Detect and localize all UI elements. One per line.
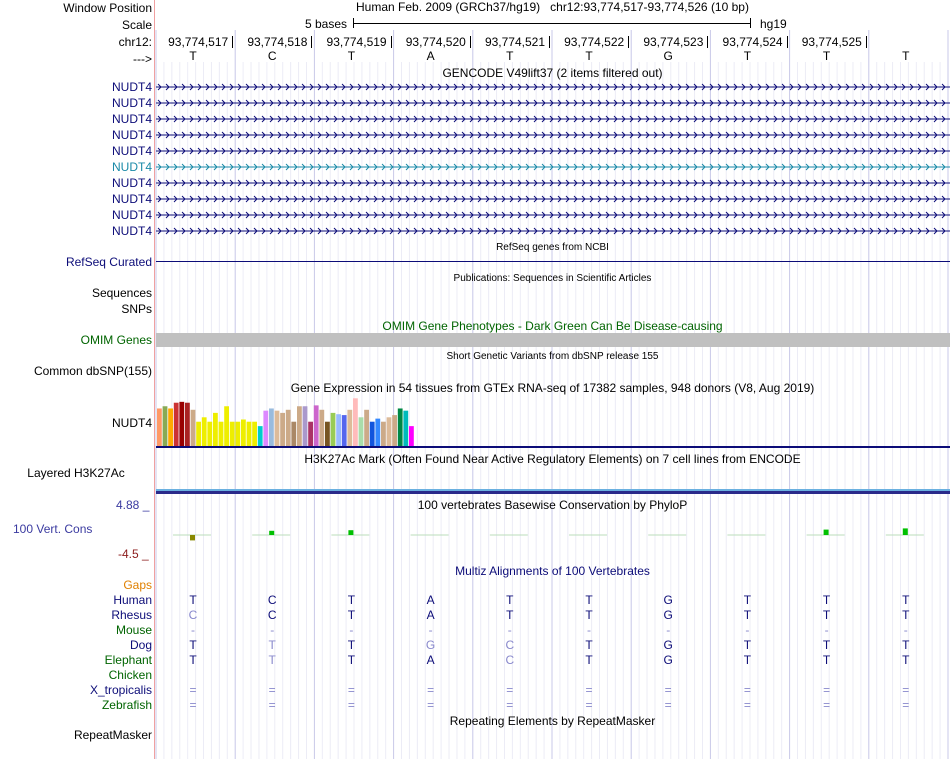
alignment-base: T	[902, 593, 910, 607]
alignment-base: T	[268, 638, 276, 652]
alignment-base: =	[427, 698, 435, 712]
alignment-base: T	[743, 653, 752, 667]
snps-label[interactable]: SNPs	[121, 302, 152, 316]
phylop-score-mark	[190, 535, 195, 540]
alignment-base: C	[267, 608, 277, 622]
alignment-base: T	[506, 608, 514, 622]
phylop-title[interactable]: 100 vertebrates Basewise Conservation by PhyloP	[417, 498, 688, 512]
alignment-base: -	[824, 623, 829, 637]
alignment-base: -	[349, 623, 354, 637]
omim-label[interactable]: OMIM Genes	[80, 333, 152, 347]
alignment-base: T	[585, 638, 593, 652]
scale-label: Scale	[121, 18, 152, 32]
base-letter: T	[189, 49, 197, 63]
alignment-base: A	[426, 593, 435, 607]
alignment-base: =	[268, 683, 276, 697]
alignment-base: T	[347, 638, 356, 652]
alignment-base: T	[585, 653, 593, 667]
alignment-base: =	[585, 683, 593, 697]
alignment-base: =	[585, 698, 593, 712]
gencode-transcript-label[interactable]: NUDT4	[111, 144, 152, 158]
alignment-base: =	[823, 683, 831, 697]
ruler-position: 93,774,520	[405, 35, 466, 49]
dbsnp-label[interactable]: Common dbSNP(155)	[33, 364, 152, 378]
alignment-base: T	[506, 593, 514, 607]
alignment-base: T	[347, 608, 356, 622]
base-letter: A	[426, 49, 435, 63]
alignment-base: T	[585, 608, 593, 622]
alignment-base: =	[189, 683, 197, 697]
ruler-position: 93,774,518	[247, 35, 308, 49]
base-letter: G	[663, 49, 673, 63]
gencode-transcript-label[interactable]: NUDT4	[111, 208, 152, 222]
phylop-score-mark	[903, 528, 908, 535]
refseq-title[interactable]: RefSeq genes from NCBI	[496, 242, 609, 253]
gencode-title[interactable]: GENCODE V49lift37 (2 items filtered out)	[442, 66, 663, 80]
gencode-transcript-label[interactable]: NUDT4	[111, 176, 152, 190]
alignment-base: A	[426, 653, 435, 667]
ruler-position: 93,774,519	[326, 35, 387, 49]
alignment-base: T	[347, 653, 356, 667]
alignment-base: =	[664, 698, 672, 712]
gtex-label[interactable]: NUDT4	[111, 416, 152, 430]
gencode-transcript-label[interactable]: NUDT4	[111, 160, 152, 174]
gencode-transcript-label[interactable]: NUDT4	[111, 96, 152, 110]
window-position-label: Window Position	[63, 1, 152, 15]
species-label[interactable]: Rhesus	[111, 608, 152, 622]
ruler-position: 93,774,521	[484, 35, 545, 49]
sequences-label[interactable]: Sequences	[91, 286, 152, 300]
species-label[interactable]: Elephant	[104, 653, 152, 667]
species-label[interactable]: Zebrafish	[101, 698, 152, 712]
alignment-base: =	[506, 683, 514, 697]
gencode-transcript-label[interactable]: NUDT4	[111, 112, 152, 126]
alignment-base: G	[663, 653, 673, 667]
alignment-base: C	[267, 593, 277, 607]
alignment-base: A	[426, 608, 435, 622]
phylop-score-mark	[269, 531, 274, 535]
assembly-name: Human Feb. 2009 (GRCh37/hg19)	[356, 0, 541, 14]
alignment-base: T	[189, 653, 197, 667]
chrom-label: chr12:	[118, 35, 152, 49]
alignment-base: =	[902, 698, 910, 712]
alignment-base: T	[902, 653, 910, 667]
alignment-base: G	[663, 608, 673, 622]
ruler-position: 93,774,525	[801, 35, 862, 49]
h3k27ac-title[interactable]: H3K27Ac Mark (Often Found Near Active Regulatory Elements) on 7 cell lines from ENCODE	[304, 452, 801, 466]
species-label[interactable]: X_tropicalis	[89, 683, 152, 697]
alignment-base: =	[347, 698, 355, 712]
alignment-base: T	[902, 608, 910, 622]
alignment-base: -	[191, 623, 195, 637]
gencode-transcript-label[interactable]: NUDT4	[111, 128, 152, 142]
alignment-base: G	[663, 638, 673, 652]
species-label[interactable]: Dog	[129, 638, 152, 652]
alignment-base: -	[745, 623, 750, 637]
gencode-transcript-label[interactable]: NUDT4	[111, 224, 152, 238]
alignment-base: =	[189, 698, 197, 712]
alignment-base: -	[903, 623, 908, 637]
position-range: chr12:93,774,517-93,774,526 (10 bp)	[550, 0, 749, 14]
base-letter: T	[822, 49, 831, 63]
alignment-base: -	[666, 623, 671, 637]
base-letter: T	[743, 49, 752, 63]
base-letter: C	[267, 49, 277, 63]
multiz-title[interactable]: Multiz Alignments of 100 Vertebrates	[455, 564, 650, 578]
gencode-transcript-label[interactable]: NUDT4	[111, 192, 152, 206]
alignment-base: =	[743, 698, 751, 712]
alignment-base: =	[743, 683, 751, 697]
species-label[interactable]: Human	[113, 593, 152, 607]
ruler-position: 93,774,524	[722, 35, 783, 49]
dbsnp-title[interactable]: Short Genetic Variants from dbSNP release 155	[446, 351, 659, 362]
base-letter: T	[585, 49, 593, 63]
species-label[interactable]: Chicken	[108, 668, 152, 682]
ruler-position: 93,774,517	[168, 35, 229, 49]
phylop-score-mark	[824, 530, 829, 535]
base-letter: T	[347, 49, 356, 63]
alignment-base: =	[268, 698, 276, 712]
alignment-base: T	[189, 638, 197, 652]
alignment-base: T	[822, 593, 831, 607]
alignment-base: =	[506, 698, 514, 712]
alignment-base: G	[663, 593, 673, 607]
phylop-min-label: -4.5 _	[118, 547, 149, 561]
ruler-position: 93,774,522	[564, 35, 625, 49]
phylop-label[interactable]: 100 Vert. Cons	[13, 522, 93, 536]
alignment-base: -	[428, 623, 433, 637]
alignment-base: -	[587, 623, 591, 637]
publications-title[interactable]: Publications: Sequences in Scientific Articles	[453, 273, 652, 284]
repeatmasker-title[interactable]: Repeating Elements by RepeatMasker	[449, 714, 656, 728]
base-letter: T	[902, 49, 910, 63]
alignment-base: T	[268, 653, 276, 667]
alignment-base: T	[585, 593, 593, 607]
alignment-base: T	[743, 608, 752, 622]
alignment-base: T	[189, 593, 197, 607]
alignment-base: T	[743, 638, 752, 652]
alignment-base: -	[507, 623, 512, 637]
alignment-base: C	[505, 653, 515, 667]
gencode-transcript-label[interactable]: NUDT4	[111, 80, 152, 94]
base-letter: T	[506, 49, 514, 63]
alignment-base: =	[347, 683, 355, 697]
alignment-base: C	[188, 608, 198, 622]
repeatmasker-label[interactable]: RepeatMasker	[73, 728, 152, 742]
phylop-score-mark	[348, 530, 353, 535]
alignment-base: -	[270, 623, 275, 637]
refseq-label[interactable]: RefSeq Curated	[65, 255, 152, 269]
alignment-base: =	[664, 683, 672, 697]
alignment-base: T	[902, 638, 910, 652]
scale-db: hg19	[760, 17, 787, 31]
omim-title[interactable]: OMIM Gene Phenotypes - Dark Green Can Be Disease-causing	[382, 319, 723, 333]
ruler-position: 93,774,523	[643, 35, 704, 49]
strand-label: --->	[133, 52, 152, 66]
alignment-base: =	[427, 683, 435, 697]
gaps-label[interactable]: Gaps	[123, 578, 152, 592]
phylop-max-label: 4.88 _	[116, 498, 150, 512]
species-label[interactable]: Mouse	[115, 623, 152, 637]
gtex-title[interactable]: Gene Expression in 54 tissues from GTEx RNA-seq of 17382 samples, 948 donors (V8, Aug 2019)	[290, 381, 815, 395]
alignment-base: =	[823, 698, 831, 712]
alignment-base: =	[902, 683, 910, 697]
alignment-base: T	[822, 608, 831, 622]
alignment-base: C	[505, 638, 515, 652]
scale-bases-text: 5 bases	[305, 17, 348, 31]
h3k27ac-label[interactable]: Layered H3K27Ac	[27, 466, 125, 480]
alignment-base: T	[347, 593, 356, 607]
alignment-base: T	[743, 593, 752, 607]
alignment-base: G	[425, 638, 436, 652]
alignment-base: T	[822, 638, 831, 652]
alignment-base: T	[822, 653, 831, 667]
